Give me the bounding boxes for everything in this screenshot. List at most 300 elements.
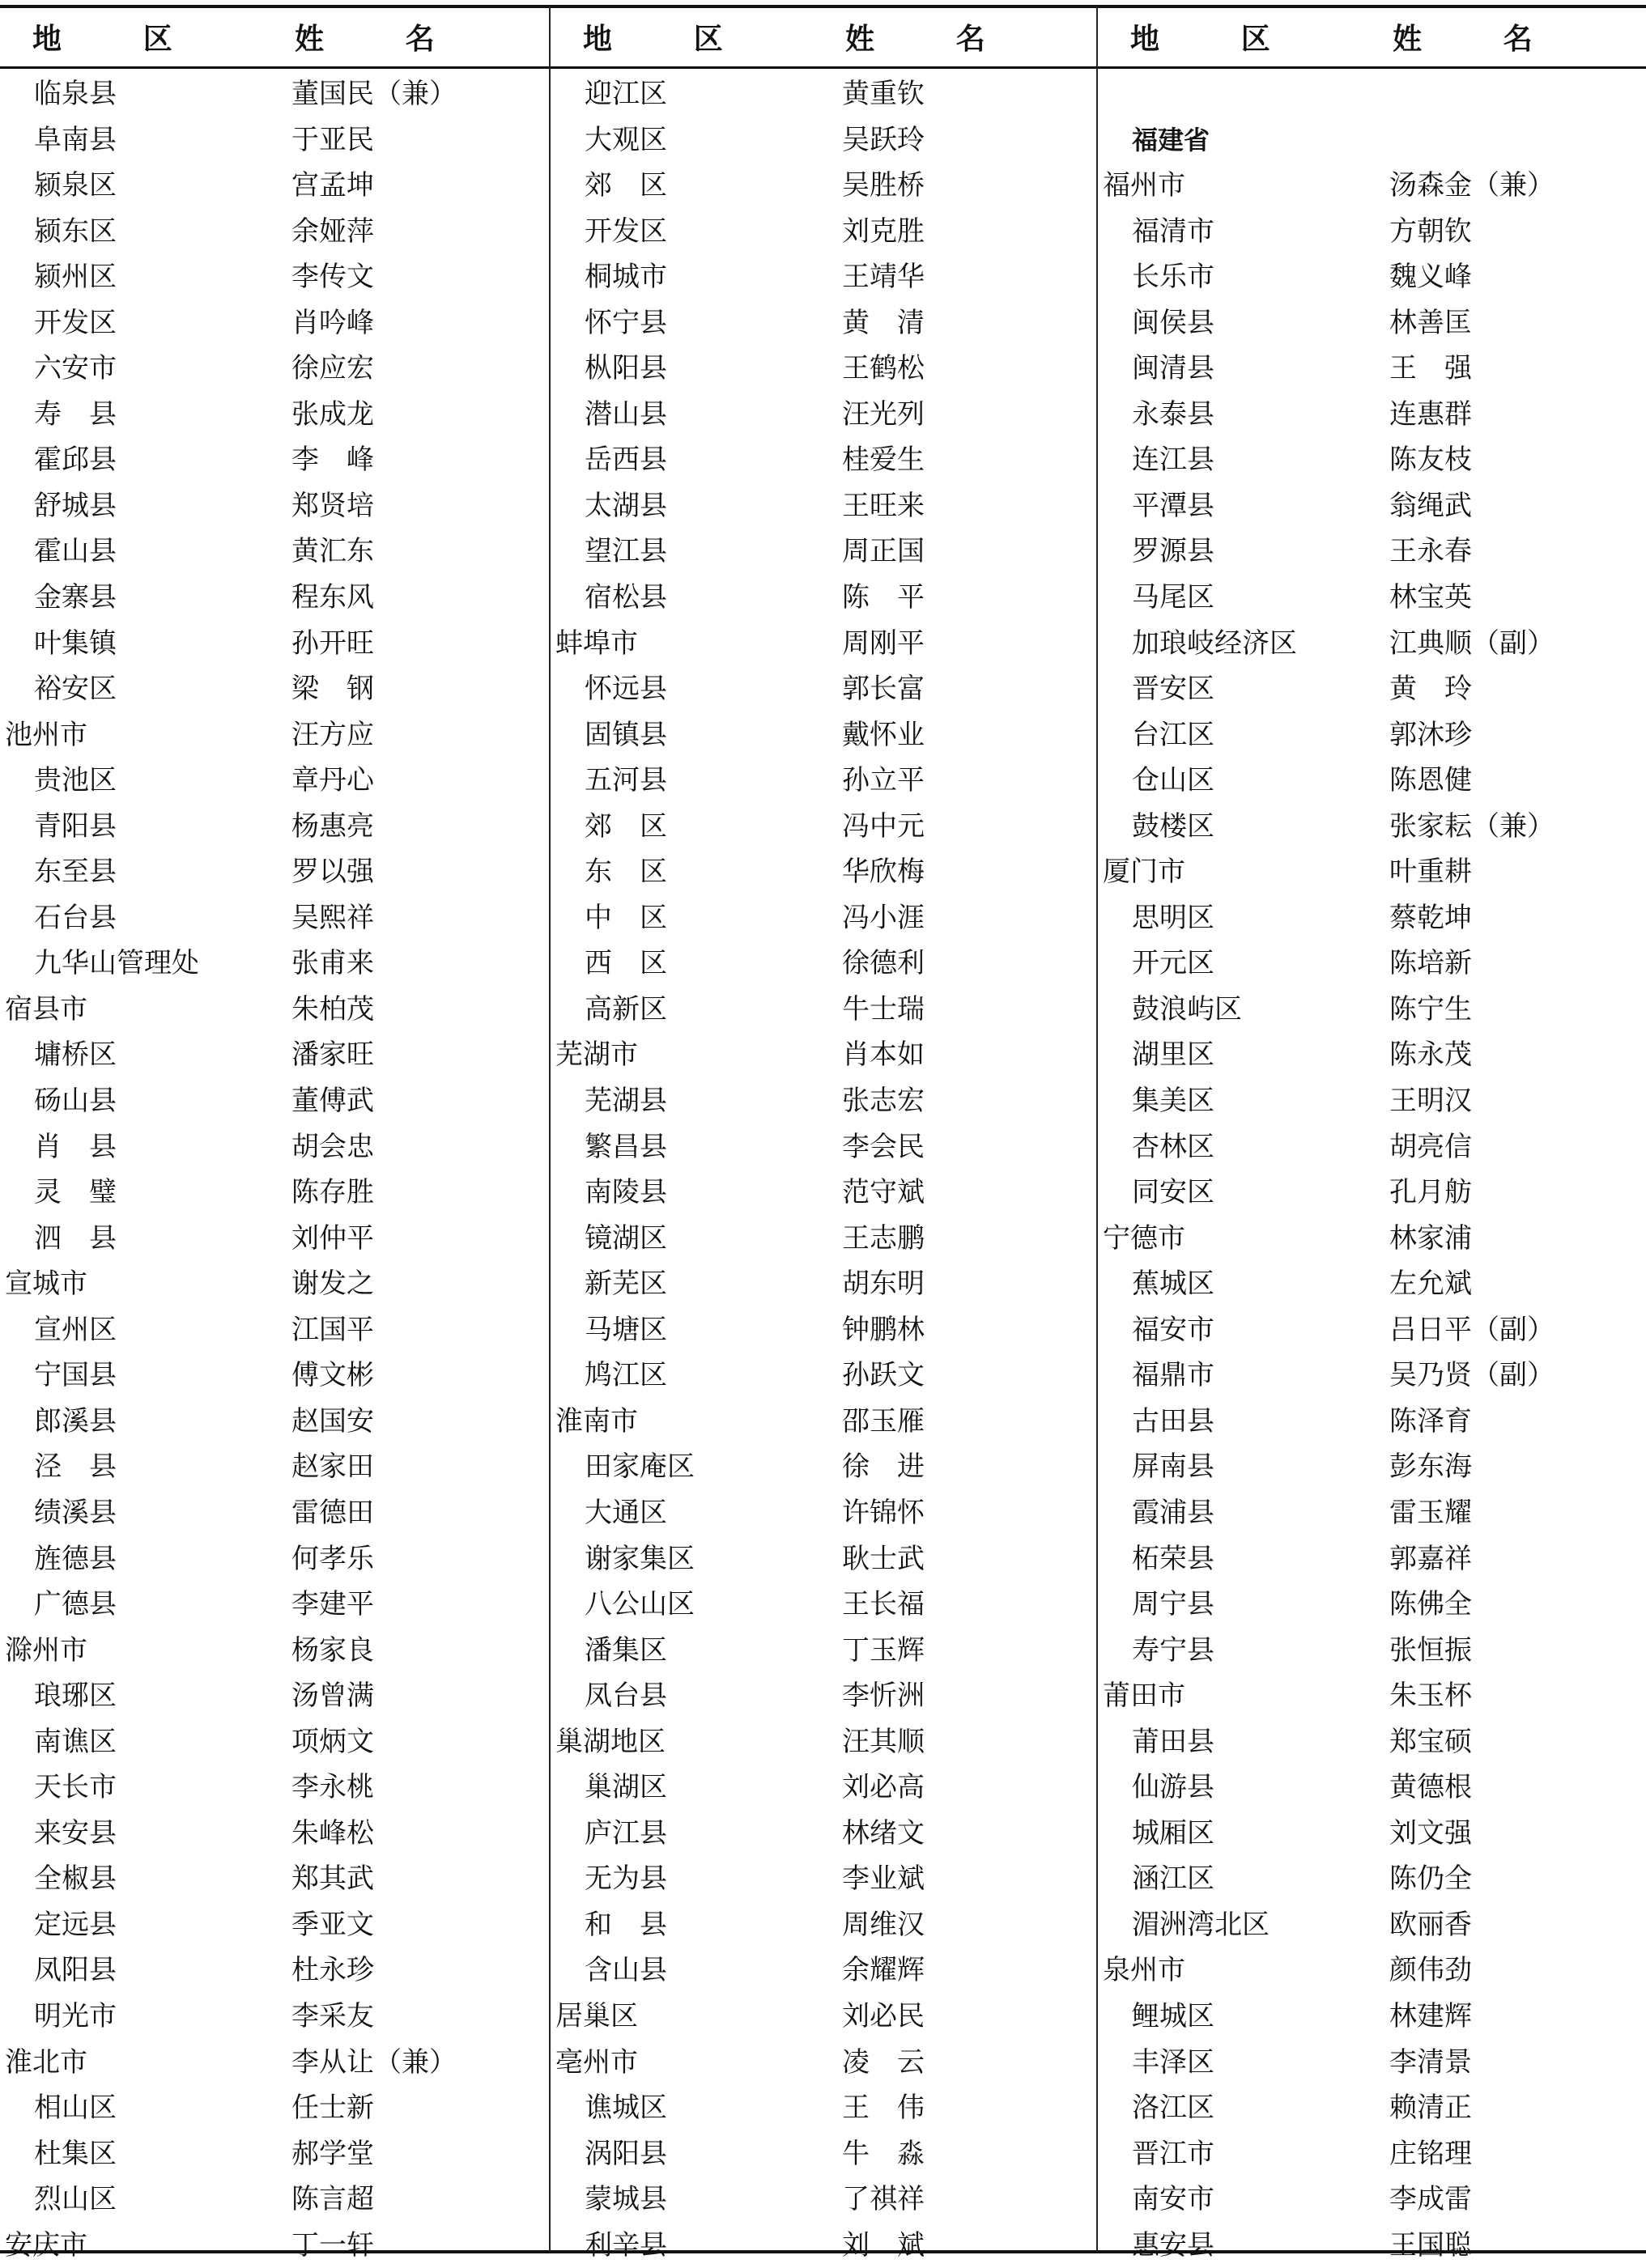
table-row [0,1444,547,1490]
table-row [0,117,547,164]
table-row [0,758,547,804]
table-row [551,392,1098,438]
table-row [0,1261,547,1307]
province-heading-row [1098,117,1645,164]
region-cell: 宿松县 [585,581,667,614]
table-row [1098,758,1645,804]
table-row [551,1170,1098,1216]
column-header [1098,15,1645,63]
region-cell: 丰泽区 [1132,2045,1214,2079]
table-row [0,1582,547,1628]
region-cell: 凤阳县 [34,1954,117,1987]
table-row [1098,804,1645,850]
name-cell: 汪其顺 [842,1725,925,1758]
name-cell: 刘必高 [842,1771,925,1804]
region-cell: 相山区 [34,2092,117,2125]
name-cell: 胡东明 [842,1268,925,1301]
name-cell: 黄德根 [1389,1771,1472,1804]
region-cell: 同安区 [1132,1176,1214,1209]
name-cell: 叶重耕 [1389,856,1472,889]
table-row [1098,2040,1645,2086]
table-row [0,2085,547,2131]
name-cell: 庄铭理 [1389,2137,1472,2170]
table-row [0,2177,547,2223]
name-cell: 陈仍全 [1389,1862,1472,1896]
region-cell: 晋江市 [1132,2137,1214,2170]
name-cell: 黄汇东 [291,535,374,568]
region-cell: 望江县 [585,535,667,568]
table-row [551,209,1098,255]
table-row [0,1399,547,1445]
name-cell: 程东风 [291,581,374,614]
table-row [551,1032,1098,1078]
table-row [1098,2085,1645,2131]
name-cell: 陈恩健 [1389,764,1472,797]
name-cell: 朱玉杯 [1389,1680,1472,1713]
table-row [551,254,1098,300]
name-cell: 郭长富 [842,673,925,706]
name-cell: 吴熙祥 [291,901,374,934]
region-cell: 巢湖地区 [555,1725,666,1758]
name-cell: 李永桃 [291,1771,374,1804]
region-cell: 宣城市 [5,1268,87,1301]
table-row [0,941,547,987]
table-row [551,529,1098,575]
region-cell: 莆田市 [1103,1680,1185,1713]
table-row [551,1628,1098,1674]
name-cell: 雷德田 [291,1496,374,1529]
table-row [551,987,1098,1033]
table-row [1098,1399,1645,1445]
region-cell: 墉桥区 [34,1038,117,1072]
region-cell: 灵 璧 [34,1176,117,1209]
table-row [1098,1032,1645,1078]
region-cell: 叶集镇 [34,626,117,660]
region-cell: 晋安区 [1132,673,1214,706]
table-row [1098,1856,1645,1902]
region-cell: 高新区 [585,992,667,1026]
region-cell: 怀宁县 [585,306,667,339]
name-header: 姓 名 [845,22,1012,56]
table-row [1098,849,1645,895]
name-cell: 林宝英 [1389,581,1472,614]
name-cell: 凌 云 [842,2045,925,2079]
region-cell: 蕉城区 [1132,1268,1214,1301]
name-cell: 潘家旺 [291,1038,374,1072]
table-row [551,1444,1098,1490]
region-cell: 镜湖区 [585,1221,667,1255]
region-cell: 福安市 [1132,1313,1214,1346]
region-cell: 福州市 [1103,169,1185,202]
table-row [0,2131,547,2177]
column-header [551,15,1098,63]
table-row [551,1673,1098,1719]
table-row [1098,1490,1645,1536]
table-row [0,1994,547,2040]
region-cell: 开元区 [1132,947,1214,980]
column-1 [0,0,547,2262]
region-header: 地 区 [1130,22,1297,56]
name-cell: 吴乃贤（副） [1389,1359,1555,1392]
name-cell: 郭沐珍 [1389,718,1472,751]
table-row [1098,1353,1645,1399]
name-cell: 陈言超 [291,2183,374,2216]
region-cell: 闽清县 [1132,352,1214,385]
region-cell: 宁德市 [1103,1221,1185,1255]
table-row [1098,575,1645,621]
region-cell: 芜湖市 [555,1038,638,1072]
name-cell: 李忻洲 [842,1680,925,1713]
region-cell: 大观区 [585,123,667,156]
name-cell: 赵家田 [291,1450,374,1484]
region-cell: 谢家集区 [585,1542,695,1575]
table-row [551,1994,1098,2040]
table-row [0,1673,547,1719]
table-row [1098,1628,1645,1674]
table-row [1098,71,1645,117]
region-cell: 凤台县 [585,1680,667,1713]
region-cell: 永泰县 [1132,397,1214,431]
region-cell: 青阳县 [34,809,117,843]
name-cell: 颜伟劲 [1389,1954,1472,1987]
region-cell: 琅琊区 [34,1680,117,1713]
name-cell: 吴胜桥 [842,169,925,202]
region-cell: 柘荣县 [1132,1542,1214,1575]
region-cell: 宿县市 [5,992,87,1026]
table-row [0,1307,547,1353]
table-row [551,1216,1098,1262]
name-cell: 李成雷 [1389,2183,1472,2216]
region-cell: 含山县 [585,1954,667,1987]
name-cell: 钟鹏林 [842,1313,925,1346]
name-cell: 杜永珍 [291,1954,374,1987]
region-cell: 仙游县 [1132,1771,1214,1804]
region-cell: 庐江县 [585,1816,667,1850]
name-cell: 周刚平 [842,626,925,660]
name-cell: 魏义峰 [1389,261,1472,294]
name-cell: 邵玉雁 [842,1404,925,1438]
region-cell: 宣州区 [34,1313,117,1346]
table-row [0,1170,547,1216]
rows [551,71,1098,2268]
region-cell: 定远县 [34,1908,117,1941]
name-cell: 王 伟 [842,2092,925,2125]
name-cell: 张甫来 [291,947,374,980]
region-cell: 鲤城区 [1132,1999,1214,2032]
region-cell: 临泉县 [34,78,117,110]
table-row [0,1216,547,1262]
name-cell: 何孝乐 [291,1542,374,1575]
name-cell: 季亚文 [291,1908,374,1941]
table-row [551,1582,1098,1628]
name-cell: 连惠群 [1389,397,1472,431]
name-cell: 赵国安 [291,1404,374,1438]
region-cell: 闽侯县 [1132,306,1214,339]
name-cell: 刘必民 [842,1999,925,2032]
table-row [1098,1902,1645,1948]
name-cell: 余娅萍 [291,214,374,248]
name-cell: 冯小涯 [842,901,925,934]
table-row [551,2131,1098,2177]
table-row [551,2223,1098,2268]
region-cell: 居巢区 [555,1999,638,2032]
name-cell: 刘克胜 [842,214,925,248]
region-header: 地 区 [32,22,199,56]
table-row [551,1078,1098,1124]
name-cell: 郑其武 [291,1862,374,1896]
name-cell: 徐 进 [842,1450,925,1484]
name-cell: 林家浦 [1389,1221,1472,1255]
table-row [0,1490,547,1536]
name-cell: 耿士武 [842,1542,925,1575]
region-header: 地 区 [583,22,750,56]
region-cell: 阜南县 [34,123,117,156]
table-row [551,346,1098,392]
table-row [551,849,1098,895]
region-cell: 无为县 [585,1862,667,1896]
table-row [0,71,547,117]
table-row [0,254,547,300]
name-cell: 谢发之 [291,1268,374,1301]
table-row [0,621,547,667]
table-row [1098,1124,1645,1170]
name-cell: 董国民（兼） [291,78,457,110]
name-cell: 陈培新 [1389,947,1472,980]
name-cell: 李从让（兼） [291,2045,457,2079]
table-row [0,804,547,850]
name-cell: 范守斌 [842,1176,925,1209]
table-row [1098,1307,1645,1353]
table-row [0,1811,547,1857]
name-cell: 江典顺（副） [1389,626,1555,660]
name-cell: 汤森金（兼） [1389,169,1555,202]
region-cell: 滁州市 [5,1633,87,1667]
name-cell: 梁 钢 [291,673,374,706]
name-cell: 戴怀业 [842,718,925,751]
name-cell: 孙立平 [842,764,925,797]
region-cell: 东至县 [34,856,117,889]
name-cell: 林绪文 [842,1816,925,1850]
table-row [551,2085,1098,2131]
name-cell: 李业斌 [842,1862,925,1896]
region-cell: 南安市 [1132,2183,1214,2216]
name-cell: 郭嘉祥 [1389,1542,1472,1575]
region-cell: 鼓楼区 [1132,809,1214,843]
name-cell: 张成龙 [291,397,374,431]
region-cell: 绩溪县 [34,1496,117,1529]
region-cell: 颍泉区 [34,169,117,202]
table-row [0,575,547,621]
region-cell: 烈山区 [34,2183,117,2216]
rows [1098,71,1645,2268]
name-cell: 王靖华 [842,261,925,294]
table-row [1098,1765,1645,1811]
name-cell: 刘文强 [1389,1816,1472,1850]
name-cell: 刘 斌 [842,2228,925,2262]
table-row [551,804,1098,850]
region-cell: 繁昌县 [585,1130,667,1163]
name-cell: 牛 淼 [842,2137,925,2170]
table-row [0,1536,547,1582]
name-cell: 李传文 [291,261,374,294]
table-row [1098,895,1645,941]
table-row [1098,987,1645,1033]
name-cell: 林建辉 [1389,1999,1472,2032]
table-row [551,1719,1098,1765]
region-cell: 福鼎市 [1132,1359,1214,1392]
table-row [1098,1673,1645,1719]
name-cell: 王永春 [1389,535,1472,568]
name-cell: 董傅武 [291,1085,374,1118]
region-cell: 郎溪县 [34,1404,117,1438]
table-row [0,849,547,895]
table-row [0,1078,547,1124]
region-cell: 旌德县 [34,1542,117,1575]
table-row [0,1765,547,1811]
rows [0,71,547,2268]
region-cell: 鼓浪屿区 [1132,992,1242,1026]
region-cell: 东 区 [585,856,667,889]
table-row [1098,2223,1645,2268]
table-row [1098,621,1645,667]
name-cell: 陈永茂 [1389,1038,1472,1072]
region-cell: 湖里区 [1132,1038,1214,1072]
table-row [1098,1719,1645,1765]
region-cell: 鸠江区 [585,1359,667,1392]
region-cell: 潜山县 [585,397,667,431]
name-cell: 张恒振 [1389,1633,1472,1667]
region-cell: 田家庵区 [585,1450,695,1484]
name-header: 姓 名 [1393,22,1559,56]
name-cell: 雷玉耀 [1389,1496,1472,1529]
region-cell: 仓山区 [1132,764,1214,797]
name-cell: 左允斌 [1389,1268,1472,1301]
table-row [551,941,1098,987]
name-cell: 王志鹏 [842,1221,925,1255]
region-cell: 六安市 [34,352,117,385]
region-cell: 八公山区 [585,1588,695,1621]
table-row [1098,300,1645,346]
region-cell: 谯城区 [585,2092,667,2125]
table-row [551,1856,1098,1902]
name-cell: 王长福 [842,1588,925,1621]
region-cell: 南陵县 [585,1176,667,1209]
name-cell: 翁绳武 [1389,489,1472,522]
region-cell: 涡阳县 [585,2137,667,2170]
table-row [1098,1444,1645,1490]
region-cell: 福清市 [1132,214,1214,248]
table-row [551,1261,1098,1307]
region-cell: 中 区 [585,901,667,934]
region-cell: 裕安区 [34,673,117,706]
table-row [1098,209,1645,255]
region-cell: 莆田县 [1132,1725,1214,1758]
table-row [0,209,547,255]
name-cell: 孙跃文 [842,1359,925,1392]
region-cell: 石台县 [34,901,117,934]
region-cell: 平潭县 [1132,489,1214,522]
name-cell: 于亚民 [291,123,374,156]
table-row [551,1307,1098,1353]
table-row [551,1353,1098,1399]
name-cell: 胡会忠 [291,1130,374,1163]
table-row [551,1490,1098,1536]
region-cell: 迎江区 [585,78,667,110]
name-cell: 郑宝硕 [1389,1725,1472,1758]
region-cell: 西 区 [585,947,667,980]
table-row [551,712,1098,758]
region-cell: 淮北市 [5,2045,87,2079]
name-cell: 杨家良 [291,1633,374,1667]
name-header: 姓 名 [295,22,461,56]
table-row [1098,1216,1645,1262]
region-cell: 湄洲湾北区 [1132,1908,1270,1941]
name-cell: 陈友枝 [1389,444,1472,477]
table-row [551,666,1098,712]
name-cell: 郝学堂 [291,2137,374,2170]
name-cell: 朱峰松 [291,1816,374,1850]
name-cell: 胡亮信 [1389,1130,1472,1163]
table-row [551,1902,1098,1948]
name-cell: 孙开旺 [291,626,374,660]
region-cell: 怀远县 [585,673,667,706]
name-cell: 陈泽育 [1389,1404,1472,1438]
region-cell: 蒙城县 [585,2183,667,2216]
region-cell: 台江区 [1132,718,1214,751]
name-cell: 王 强 [1389,352,1472,385]
name-cell: 桂爱生 [842,444,925,477]
region-cell: 杜集区 [34,2137,117,2170]
name-cell: 李采友 [291,1999,374,2032]
table-row [1098,483,1645,529]
region-cell: 加琅岐经济区 [1132,626,1297,660]
region-cell: 砀山县 [34,1085,117,1118]
region-cell: 潘集区 [585,1633,667,1667]
region-cell: 周宁县 [1132,1588,1214,1621]
name-cell: 了祺祥 [842,2183,925,2216]
region-cell: 连江县 [1132,444,1214,477]
region-cell: 涵江区 [1132,1862,1214,1896]
table-row [0,163,547,209]
table-row [551,437,1098,483]
region-cell: 金寨县 [34,581,117,614]
table-row [0,392,547,438]
table-row [551,895,1098,941]
region-cell: 泗 县 [34,1221,117,1255]
region-cell: 贵池区 [34,764,117,797]
region-cell: 南谯区 [34,1725,117,1758]
name-cell: 赖清正 [1389,2092,1472,2125]
table-row [1098,666,1645,712]
table-row [551,163,1098,209]
region-cell: 厦门市 [1103,856,1185,889]
name-cell: 汪光列 [842,397,925,431]
table-row [1098,437,1645,483]
region-cell: 郊 区 [585,169,667,202]
region-cell: 广德县 [34,1588,117,1621]
name-cell: 王明汉 [1389,1085,1472,1118]
name-cell: 徐德利 [842,947,925,980]
table-row [551,2177,1098,2223]
name-cell: 周维汉 [842,1908,925,1941]
region-cell: 郊 区 [585,809,667,843]
table-row [551,1811,1098,1857]
name-cell: 李 峰 [291,444,374,477]
table-row [1098,1078,1645,1124]
region-cell: 开发区 [585,214,667,248]
table-row [1098,1994,1645,2040]
region-cell: 霍邱县 [34,444,117,477]
